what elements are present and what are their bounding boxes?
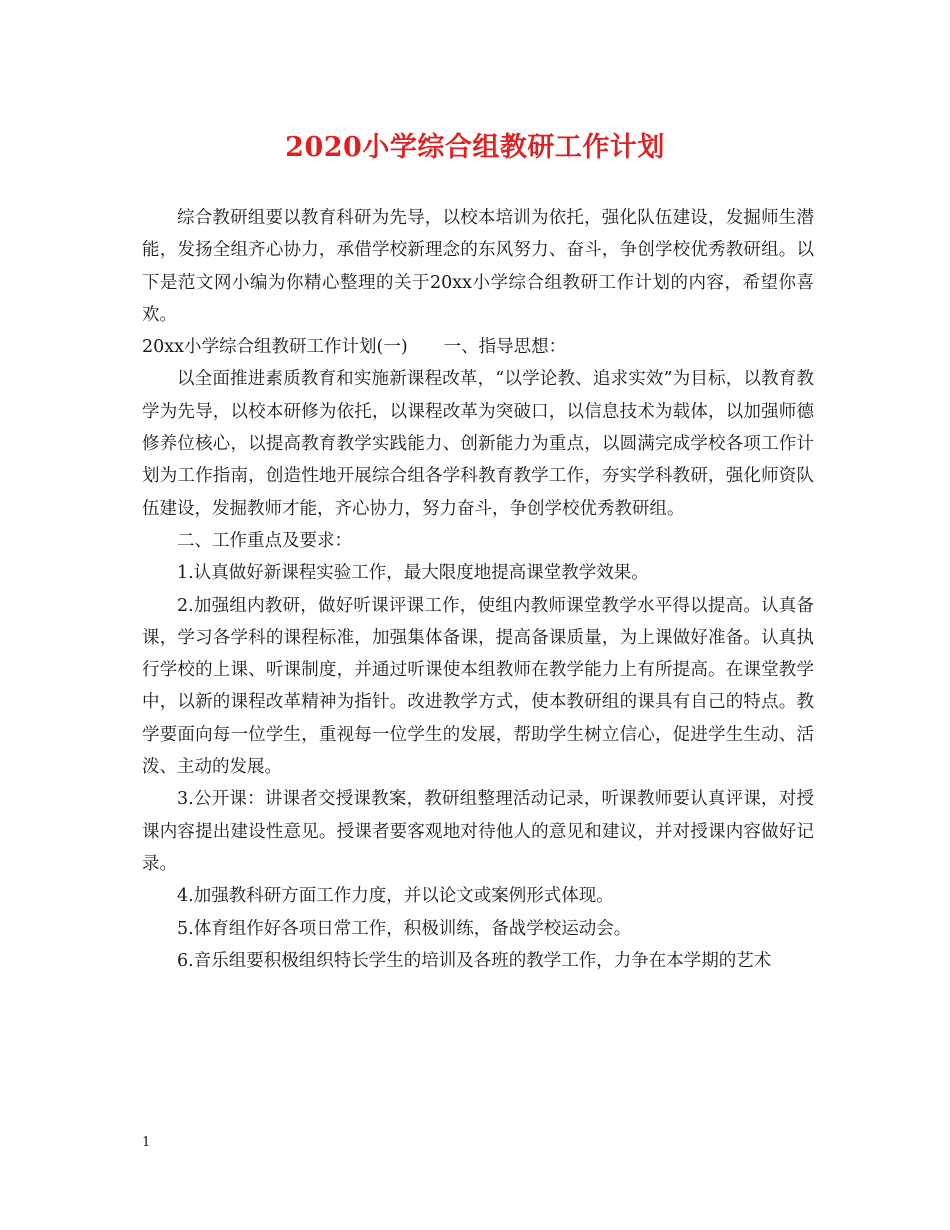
section-heading: 20xx小学综合组教研工作计划(一) (142, 337, 408, 358)
guiding-paragraph: 以全面推进素质教育和实施新课程改革，“以学论教、追求实效”为目标，以教育教学为先导，以校本研修为依托，以课程改革为突破口，以信息技术为载体，以加强师德修养位核心，以提高教育教学实践能力、创新能力为重点，以圆满完成学校各项工作计划为工作指南，创造性地开展综合组各学科教育教学工作，夯实学科教研，强化师资队伍建设，发掘教师才能，齐心协力，努力奋斗，争创学校优秀教研组。 (142, 369, 814, 519)
document-body (142, 202, 814, 977)
list-item: 1.认真做好新课程实验工作，最大限度地提高课堂教学效果。 (177, 563, 649, 584)
section-heading-line (142, 331, 814, 363)
list-item: 4.加强教科研方面工作力度，并以论文或案例形式体现。 (177, 886, 614, 907)
list-item: 3.公开课：讲课者交授课教案，教研组整理活动记录，听课教师要认真评课，对授课内容提出建设性意见。授课者要客观地对待他人的意见和建议，并对授课内容做好记录。 (142, 789, 814, 874)
intro-paragraph: 综合教研组要以教育科研为先导，以校本培训为依托，强化队伍建设，发掘师生潜能，发扬全组齐心协力，承借学校新理念的东风努力、奋斗，争创学校优秀教研组。以下是范文网小编为你精心整理的关于20xx小学综合组教研工作计划的内容，希望你喜欢。 (142, 208, 814, 325)
page-number: 1 (142, 1135, 151, 1150)
list-item: 6.音乐组要积极组织特长学生的培训及各班的教学工作，力争在本学期的艺术 (177, 950, 772, 971)
list-item: 2.加强组内教研，做好听课评课工作，使组内教师课堂教学水平得以提高。认真备课，学习各学科的课程标准，加强集体备课，提高备课质量，为上课做好准备。认真执行学校的上课、听课制度，并通过听课使本组教师在教学能力上有所提高。在课堂教学中，以新的课程改革精神为指针。改进教学方式，使本教研组的课具有自己的特点。教学要面向每一位学生，重视每一位学生的发展，帮助学生树立信心，促进学生生动、活泼、主动的发展。 (142, 595, 814, 778)
list-item: 5.体育组作好各项日常工作，积极训练，备战学校运动会。 (177, 918, 632, 939)
key-points-heading: 二、工作重点及要求： (177, 530, 352, 551)
document-title: 2020小学综合组教研工作计划 (285, 132, 665, 163)
section-subheading: 一、指导思想： (443, 337, 567, 358)
